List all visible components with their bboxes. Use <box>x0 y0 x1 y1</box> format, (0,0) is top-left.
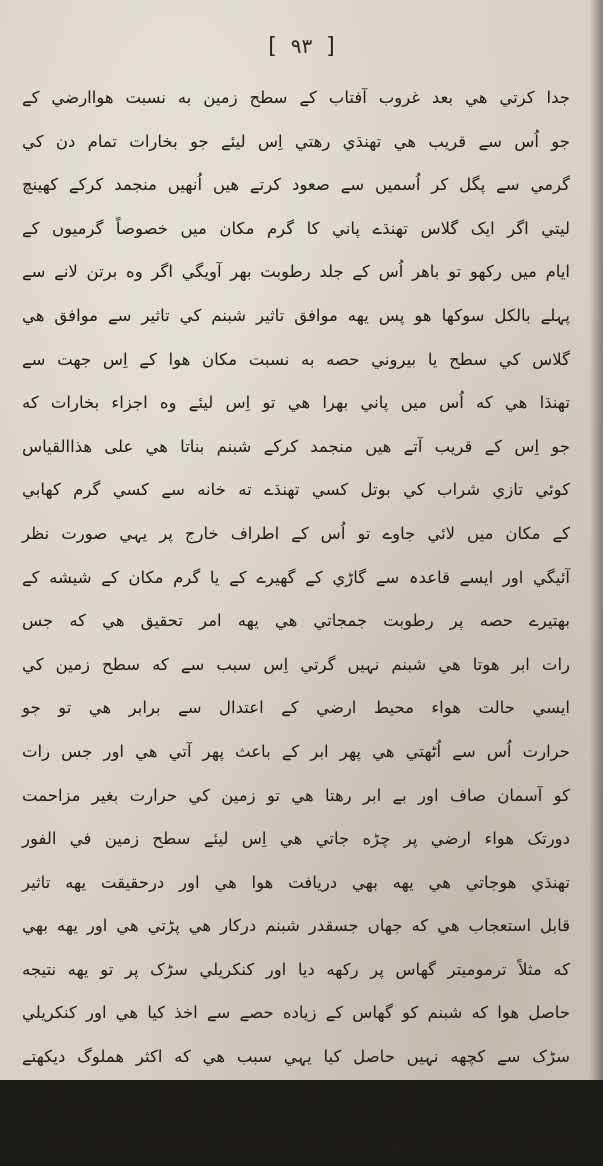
text-line: قابل استعجاب هي که جهاں جسقدر شبنم درکار هي پڑتي هي اور يهه بهي <box>22 916 570 936</box>
text-line: که مثلاً ترموميتر گهاس پر رکهه ديا اور کنکريلي سڑک پر تو يهه نتيجه <box>22 959 570 979</box>
text-line: آئيگي اور ايسے قاعدہ سے گاڑي کے گهيرے کے يا گرم مکان کے شيشه کے <box>22 567 570 587</box>
text-line: ليتي اگر ايک گلاس تهنڌے پاني کا گرم مکان ميں خصوصاً گرميوں کے <box>22 218 570 238</box>
page-number-header <box>0 34 603 59</box>
text-line: رات ابر هوتا هي شبنم نہيں گرتي اِس سبب سے که سطح زمين کي <box>22 654 570 674</box>
text-line: حرارت اُس سے اُٹهتي هي پهر ابر کے باعث پهر آتي هي اور جس رات <box>22 741 570 761</box>
text-line: تهنڌي هوجاتي هي يهه بهي دريافت هوا هي اور درحقيقت يهه تاثير <box>22 872 570 892</box>
text-line: کوئي تازي شراب کي بوتل کسي تهنڌے ته خانه سے کسي گرم کهابي <box>22 480 570 500</box>
page-number-bracket-left: [ <box>265 34 279 59</box>
text-line: جو اِس کے قريب آتے هيں منجمد کرکے شبنم بناتا هي على هذاالقياس <box>22 436 570 456</box>
text-line: حالانکه نباتات اُس جگهه شبنم سے تهک جاتي هي جب شبنم زمين پر <box>22 1134 570 1154</box>
text-line: ايسي حالت هواء محيط ارضي کے اعتدال سے برابر هي تو جو <box>22 698 570 718</box>
text-line: بهتيرے حصه پر رطوبت جمجاتي هي يهه امر تحقيق هي که جس <box>22 611 570 631</box>
text-line: گلاس کي سطح يا بيروني حصه به نسبت مکان هوا کے اِس جهت سے <box>22 349 570 369</box>
text-line: هيں که چٹانوں يا سڑکوں پر يا پاني يا ريتے پر مطلق شبنم نہيں گرتي <box>22 1090 570 1110</box>
text-line: سڑک سے کچهه نہيں حاصل کيا يہي سبب هي که اکثر هملوگ ديکهتے <box>22 1047 570 1067</box>
page-number: ۹۳ <box>290 34 313 58</box>
text-line: پہلے بالکل سوکها هو پس يهه موافق تاثير شبنم کي تاثير سے موافق هي <box>22 305 570 325</box>
text-line: ايام ميں رکهو تو باهر اُس کے جلد رطوبت بهر آويگي اگر وه برتن لانے سے <box>22 262 570 282</box>
text-line: حاصل هوا که شبنم کو گهاس کے زياده حصے سے اخذ کيا هي اور کنکريلي <box>22 1003 570 1023</box>
text-line: تهنڌا هي که اُس ميں پاني بهرا هي تو اِس ليئے وه اجزاء بخارات که <box>22 393 570 413</box>
body-text <box>22 76 570 1166</box>
text-line: جدا کرتي هي بعد غروب آفتاب کے سطح زمين به نسبت هواارضي کے <box>22 88 570 107</box>
text-line: کے مکان ميں لائي جاوے تو اُس کے اطراف خارج پر يہي صورت نظر <box>22 523 570 543</box>
page-number-bracket-right: ] <box>324 34 338 59</box>
text-line: دورتک هواء ارضي پر چڑه جاتي هي اِس ليئے سطح زمين في الفور <box>22 829 570 849</box>
text-line: جو اُس سے قريب هي تهنڌي رهتي اِس ليئے جو بخارات تمام دن کي <box>22 131 570 151</box>
text-line: گرمي سے پگل کر اُسميں سے صعود کرتے هيں اُنهيں منجمد کرکے کهينچ <box>22 175 570 195</box>
page-edge-shadow <box>589 0 603 1080</box>
text-line: کو آسمان صاف اور بے ابر رهتا هي تو زمين کي حرارت بغير مزاحمت <box>22 785 570 805</box>
